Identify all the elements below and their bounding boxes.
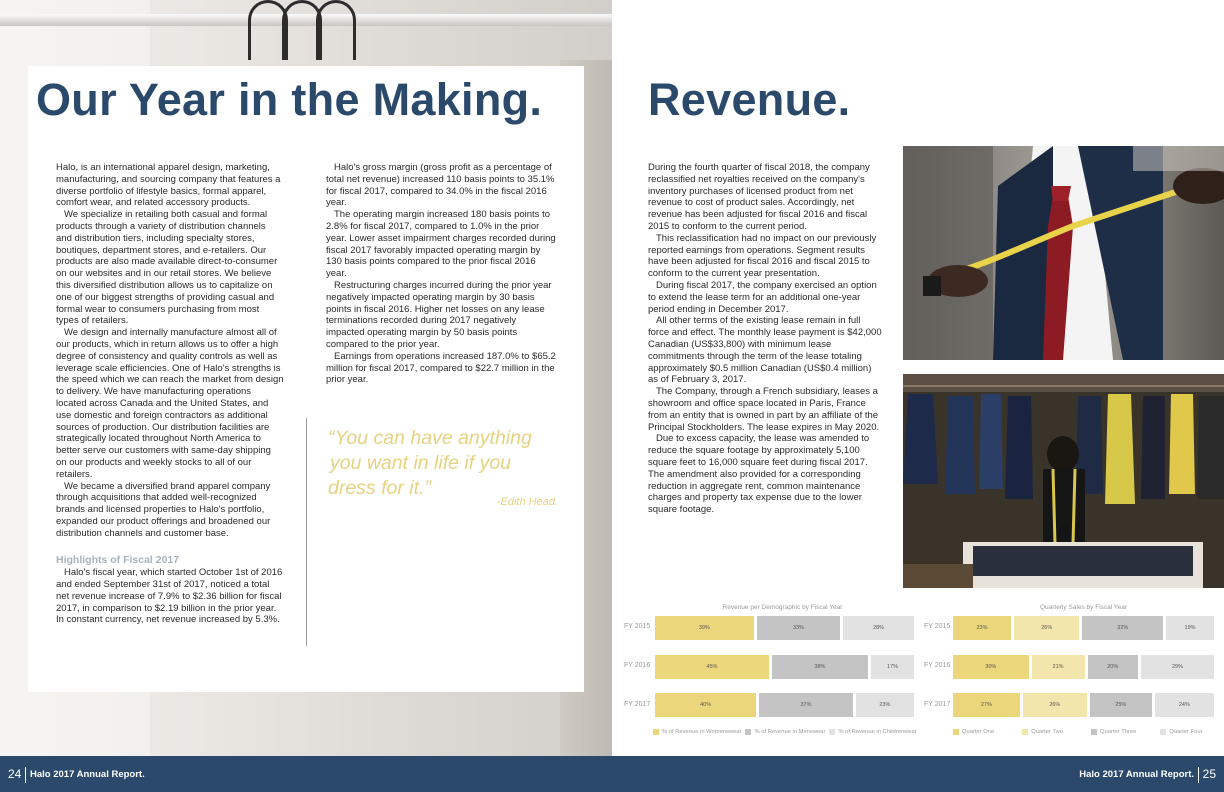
chart-bar-segment xyxy=(1141,655,1214,679)
chart-row-label: FY 2015 xyxy=(624,623,651,630)
footer-title-right: Halo 2017 Annual Report. xyxy=(1079,769,1194,780)
chart-data-label: 20% xyxy=(1107,664,1119,670)
legend-swatch xyxy=(653,729,659,735)
footer-divider xyxy=(1198,767,1199,783)
photo-tailor-measuring xyxy=(903,146,1224,360)
legend-swatch xyxy=(745,729,751,735)
text-column-b xyxy=(326,162,556,386)
paragraph: Halo, is an international apparel design, marketing, manufacturing, and sourcing company that features a diverse portfolio of lifestyle basics, formal apparel, comfort wear, and related accessory products. xyxy=(56,162,281,209)
chart-bar-segment xyxy=(953,655,1029,679)
chart-bar-segment xyxy=(953,616,1011,640)
legend-label: Quarter Four xyxy=(1169,729,1203,735)
chart-bar-segment xyxy=(757,616,840,640)
chart-bar-segment xyxy=(1155,693,1214,717)
chart-data-label: 24% xyxy=(1178,702,1190,708)
chart-legend xyxy=(953,729,1203,735)
chart-title: Revenue per Demographic by Fiscal Year xyxy=(722,604,843,611)
chart-data-label: 30% xyxy=(985,664,997,670)
paragraph: This reclassification had no impact on our previously reported earnings from operations. Segment results have been adjusted for fiscal 2016 and fiscal 2015 to conform to the current year presentation. xyxy=(648,232,877,280)
paragraph: The operating margin increased 180 basis points to 2.8% for fiscal 2017, compared to 1.0% in the prior year. Lower asset impairment charges recorded during fiscal 2017 favorably impacted operating margin by 130 basis points compared to the prior fiscal 2016 year. xyxy=(326,209,556,280)
chart-data-label: 23% xyxy=(976,625,988,631)
chart-bar-segment xyxy=(759,693,853,717)
chart-bar-segment xyxy=(871,655,914,679)
chart-bar-segment xyxy=(843,616,914,640)
pull-quote xyxy=(328,426,560,501)
paragraph: During the fourth quarter of fiscal 2018, the company reclassified net royalties received on the company's inventory purchases of licensed product from net revenue to cost of product sales. Accordingly, net revenue has been adjusted for fiscal 2016 and fiscal 2015 to conform to the current period. xyxy=(648,162,870,232)
page-title-right: Revenue. xyxy=(648,74,851,125)
chart-data-label: 40% xyxy=(700,702,712,708)
paragraph: We design and internally manufacture almost all of our products, which in return allows us to offer a high degree of consistency and quality controls as well as leverage scale efficiencies. One of Halo's strengths is the speed which we can reach the market from design to delivery. We have manufacturing operations located across Canada and the United States, and use domestic and foreign contractors as additional sources of production. Our distribution facilities are strategically located throughout North America to better serve our customers with same-day shipping on our products and weekly stocks to all of our retailers. xyxy=(56,327,284,480)
legend-swatch xyxy=(1160,729,1166,735)
legend-label: % of Revenue in Menswear xyxy=(754,729,826,735)
text-column-a xyxy=(56,162,284,626)
legend-swatch xyxy=(953,729,959,735)
legend-swatch xyxy=(829,729,835,735)
legend-swatch xyxy=(1091,729,1097,735)
page-number-right: 25 xyxy=(1202,767,1216,781)
chart-bar-segment xyxy=(1082,616,1163,640)
chart-row-label: FY 2015 xyxy=(924,623,951,630)
chart-data-label: 27% xyxy=(980,702,992,708)
chart-data-label: 38% xyxy=(814,664,826,670)
hanger-shape xyxy=(316,0,356,60)
legend-label: Quarter Two xyxy=(1031,729,1064,735)
paragraph: We became a diversified brand apparel company through acquisitions that added well-recognized brands and licensed properties to Halo's portfolio, expanded our product offerings and broadened our distribution channels and customer base. xyxy=(56,480,271,539)
chart-data-label: 17% xyxy=(886,664,898,670)
paragraph: All other terms of the existing lease remain in full force and effect. The monthly lease payment is $42,000 Canadian (US$33,800) with minimum lease commitments through the term of the lease totaling approximately $0.5 million Canadian (US$0.4 million) as of February 3, 2017. xyxy=(648,315,882,386)
chart-row-label: FY 2017 xyxy=(924,701,951,708)
paragraph: Due to excess capacity, the lease was amended to reduce the square footage by approximately 5,100 square feet to 16,000 square feet during fiscal 2017. The amendment also provided for a corresponding reduction in aggregate rent, common maintenance charges and property tax expense due to the lower square footage. xyxy=(648,433,870,516)
chart-data-label: 29% xyxy=(1171,664,1183,670)
paragraph: Earnings from operations increased 187.0% to $65.2 million for fiscal 2017, compared to $22.7 million in the prior year. xyxy=(326,350,556,386)
chart-bar-segment xyxy=(1032,655,1085,679)
paragraph: Halo's gross margin (gross profit as a percentage of total net revenue) increased 110 basis points to 35.1% for fiscal 2017, compared to 34.0% in the fiscal 2016 year. xyxy=(326,162,555,209)
chart-data-label: 37% xyxy=(800,702,812,708)
column-divider xyxy=(306,418,307,646)
quote-line: “You can have anything xyxy=(328,427,532,449)
chart-row-label: FY 2016 xyxy=(924,662,951,669)
chart-bar-segment xyxy=(1014,616,1080,640)
chart-legend xyxy=(653,729,917,735)
paragraph: During fiscal 2017, the company exercised an option to extend the lease term for an additional one-year period ending in December 2017. xyxy=(648,279,877,315)
chart-bar-segment xyxy=(772,655,868,679)
chart-row-label: FY 2017 xyxy=(624,701,651,708)
text-column-c xyxy=(648,162,884,516)
chart-title: Quarterly Sales by Fiscal Year xyxy=(1039,604,1128,611)
chart-bar-segment xyxy=(655,693,756,717)
legend-label: % of Revenue in Childrenwear xyxy=(838,729,917,735)
photo-garment-workshop xyxy=(903,374,1224,588)
legend-label: Quarter One xyxy=(962,729,995,735)
chart-data-label: 19% xyxy=(1184,625,1196,631)
photo-workshop-illustration xyxy=(903,374,1224,588)
page-title-left: Our Year in the Making. xyxy=(36,74,543,125)
chart-data-label: 45% xyxy=(706,664,718,670)
chart-data-label: 39% xyxy=(698,625,710,631)
footer-title-left: Halo 2017 Annual Report. xyxy=(30,769,145,780)
chart-data-label: 26% xyxy=(1041,625,1053,631)
chart-bar-segment xyxy=(1088,655,1138,679)
chart-data-label: 25% xyxy=(1115,702,1127,708)
legend-swatch xyxy=(1022,729,1028,735)
quote-line: dress for it.” xyxy=(328,477,431,499)
chart-data-label: 23% xyxy=(879,702,891,708)
highlights-heading: Highlights of Fiscal 2017 xyxy=(56,553,180,566)
chart-bar-segment xyxy=(655,655,769,679)
chart-data-label: 33% xyxy=(792,625,804,631)
quote-author: -Edith Head. xyxy=(496,496,558,508)
chart-bar-segment xyxy=(856,693,914,717)
paragraph: We specialize in retailing both casual and formal products through a variety of distribution channels and distribution tiers, including specialty stores, boutiques, department stores, and e-retailers. Our products are also made available direct-to-consumer on our websites and in our retail stores. We believe this diversified distribution allows us to capitalize on one of our biggest strengths of providing casual and formal wear to consumers purchasing from most types of retailers. xyxy=(56,209,278,327)
paragraph: The Company, through a French subsidiary, leases a showroom and office space located in Paris, France from an entity that is owned in part by an affiliate of the Principal Stockholders. The lease expires in May 2020. xyxy=(648,386,880,433)
chart-bar-segment xyxy=(1023,693,1087,717)
footer-divider xyxy=(25,767,26,783)
paragraph: Restructuring charges incurred during the prior year negatively impacted operating margin by 30 basis points in fiscal 2016. Higher net losses on any lease terminations recorded during 2017 negatively impacted operating margin by 50 basis points compared to the prior year. xyxy=(326,279,552,350)
legend-label: % of Revenue in Womenswear xyxy=(662,729,742,735)
page-number-left: 24 xyxy=(8,767,22,781)
chart-bar-segment xyxy=(1090,693,1152,717)
chart-row-label: FY 2016 xyxy=(624,662,651,669)
chart-data-label: 21% xyxy=(1052,664,1064,670)
chart-data-label: 28% xyxy=(873,625,885,631)
chart-data-label: 32% xyxy=(1117,625,1129,631)
quote-line: you want in life if you xyxy=(330,452,512,474)
chart-bar-segment xyxy=(655,616,754,640)
chart-bar-segment xyxy=(953,693,1020,717)
photo-tailor-illustration xyxy=(903,146,1224,360)
chart-data-label: 26% xyxy=(1049,702,1061,708)
chart-bar-segment xyxy=(1166,616,1214,640)
legend-label: Quarter Three xyxy=(1100,729,1137,735)
footer-bar xyxy=(0,756,1224,792)
paragraph: Halo's fiscal year, which started October 1st of 2016 and ended September 31st of 2017, noticed a total net revenue increase of 7.9% to $2.36 billion for fiscal 2017, in comparison to $2.19 billion in the prior year. In constant currency, net revenue increased by 5.3%. xyxy=(56,567,283,626)
